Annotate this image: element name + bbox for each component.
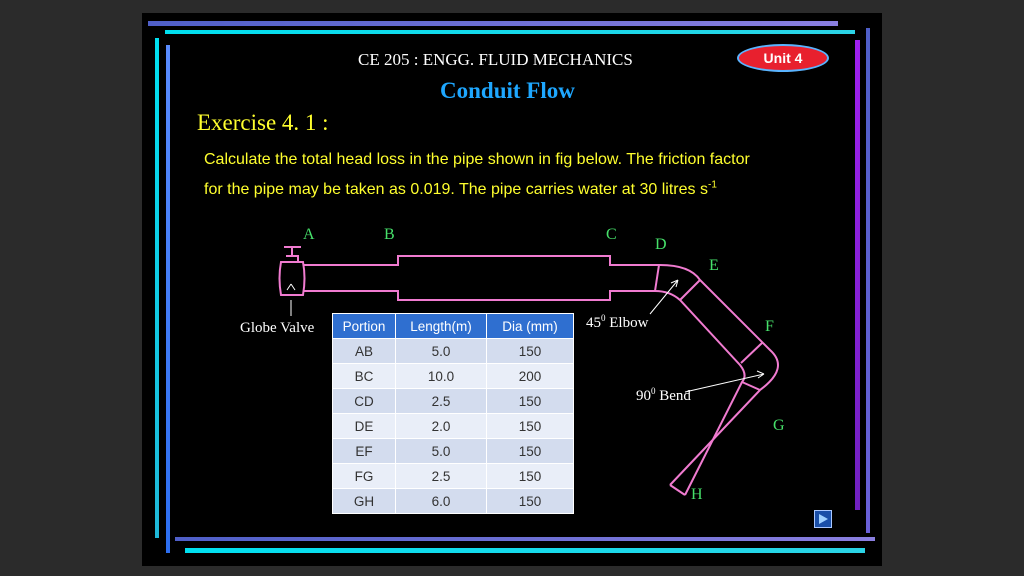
- point-label-b: B: [384, 226, 395, 243]
- point-label-c: C: [606, 226, 617, 243]
- bend-label-angle: 90: [636, 388, 651, 404]
- column-header-length: Length(m): [396, 314, 487, 339]
- problem-line-2-text: for the pipe may be taken as 0.019. The pipe carries water at 30 litres s: [204, 181, 708, 198]
- point-label-e: E: [709, 257, 719, 274]
- joint-d: [655, 265, 659, 291]
- column-header-diameter: Dia (mm): [487, 314, 574, 339]
- pipe-data-table: [332, 313, 574, 514]
- valve-handle: [284, 247, 301, 262]
- play-triangle-icon: [817, 513, 829, 525]
- pipe-end-cap: [670, 485, 685, 495]
- table-row: [333, 414, 574, 439]
- globe-valve-pointer: [287, 284, 295, 316]
- table-row: [333, 464, 574, 489]
- cell-diameter: 150: [487, 389, 574, 414]
- cell-portion: DE: [333, 414, 396, 439]
- cell-portion: AB: [333, 339, 396, 364]
- globe-valve-label: Globe Valve: [240, 320, 315, 336]
- globe-valve-body: [280, 262, 305, 295]
- cell-diameter: 150: [487, 339, 574, 364]
- problem-line-2-exponent: -1: [707, 179, 717, 191]
- joint-f: [741, 343, 762, 363]
- joint-e: [680, 280, 700, 300]
- next-slide-button[interactable]: [814, 510, 832, 528]
- elbow-label-degree: 0: [601, 313, 606, 323]
- point-label-h: H: [691, 486, 703, 503]
- cell-portion: GH: [333, 489, 396, 514]
- bend-label-degree: 0: [651, 386, 656, 396]
- cell-length: 2.5: [396, 464, 487, 489]
- table-row: [333, 339, 574, 364]
- cell-length: 2.5: [396, 389, 487, 414]
- cell-diameter: 150: [487, 464, 574, 489]
- table-row: [333, 439, 574, 464]
- exercise-title: Exercise 4. 1 :: [197, 110, 329, 135]
- cell-length: 2.0: [396, 414, 487, 439]
- table-row: [333, 389, 574, 414]
- bend-pointer: [685, 371, 764, 392]
- cell-diameter: 200: [487, 364, 574, 389]
- course-title: CE 205 : ENGG. FLUID MECHANICS: [358, 50, 633, 69]
- elbow-label: [586, 313, 648, 332]
- cell-length: 10.0: [396, 364, 487, 389]
- cell-portion: FG: [333, 464, 396, 489]
- bend-label-text: Bend: [655, 388, 691, 404]
- point-label-f: F: [765, 318, 774, 335]
- point-label-a: A: [303, 226, 315, 243]
- problem-line-1: Calculate the total head loss in the pipe shown in fig below. The friction factor: [204, 151, 750, 168]
- column-header-portion: Portion: [333, 314, 396, 339]
- elbow-pointer: [650, 280, 678, 314]
- cell-portion: CD: [333, 389, 396, 414]
- cell-length: 5.0: [396, 339, 487, 364]
- elbow-label-angle: 45: [586, 315, 601, 331]
- elbow-label-text: Elbow: [605, 315, 649, 331]
- joint-g: [742, 382, 760, 390]
- section-title: Conduit Flow: [440, 78, 575, 103]
- table-header-row: [333, 314, 574, 339]
- cell-length: 6.0: [396, 489, 487, 514]
- cell-length: 5.0: [396, 439, 487, 464]
- cell-diameter: 150: [487, 414, 574, 439]
- cell-diameter: 150: [487, 489, 574, 514]
- cell-diameter: 150: [487, 439, 574, 464]
- point-label-d: D: [655, 236, 667, 253]
- cell-portion: BC: [333, 364, 396, 389]
- unit-badge: Unit 4: [737, 44, 829, 72]
- table-row: [333, 364, 574, 389]
- cell-portion: EF: [333, 439, 396, 464]
- table-row: [333, 489, 574, 514]
- point-label-g: G: [773, 417, 785, 434]
- bend-label: [636, 386, 691, 405]
